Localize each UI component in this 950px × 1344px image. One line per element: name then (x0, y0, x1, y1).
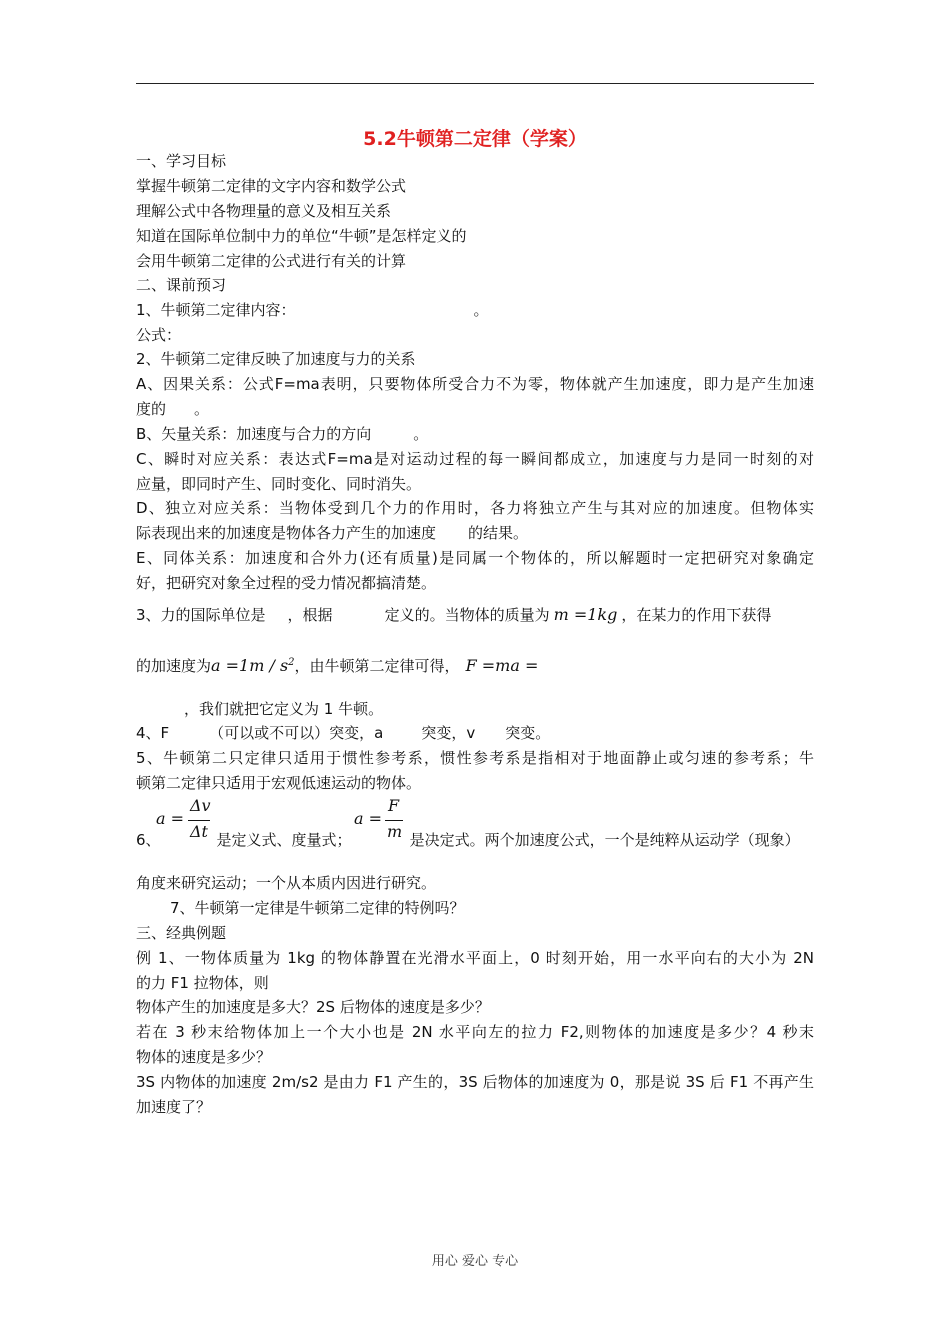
fraction-2-numerator: F (388, 796, 400, 815)
goal-item: 会用牛顿第二定律的公式进行有关的计算 (136, 252, 407, 270)
q3-unit-text: 3、力的国际单位是 (136, 606, 266, 624)
goal-item: 知道在国际单位制中力的单位“牛顿”是怎样定义的 (136, 227, 467, 245)
example-1-line2: 的力 F1 拉物体，则 (136, 974, 269, 992)
question-5-line2: 顿第二定律只适用于宏观低速运动的物体。 (136, 774, 422, 792)
header-rule (136, 83, 814, 84)
page-title: 5.2牛顿第二定律（学案） (363, 128, 587, 150)
relation-e-line2: 好，把研究对象全过程的受力情况都搞清楚。 (136, 574, 437, 592)
example-1-line7: 加速度了？ (136, 1098, 212, 1116)
q3-accel-formula: a =1m / s (211, 656, 289, 675)
question-1-end: 。 (473, 301, 489, 319)
question-7: 7、牛顿第一定律是牛顿第二定律的特例吗？ (170, 899, 465, 917)
q3-according: ，根据 (287, 606, 333, 624)
question-5-line1: 5、牛顿第二只定律只适用于惯性参考系，惯性参考系是指相对于地面静止或匀速的参考系；牛 (136, 749, 814, 767)
question-3-line1 (136, 604, 771, 626)
example-1-line6: 3S 内物体的加速度 2m/s2 是由力 F1 产生的，3S 后物体的加速度为 0，那是说 3S 后 F1 不再产生 (136, 1073, 814, 1091)
q3-continue: ，在某力的作用下获得 (621, 606, 772, 624)
q3-mass-formula: m =1kg (553, 605, 618, 624)
q4-f: 4、F (136, 724, 170, 742)
relation-a-end: 。 (194, 400, 210, 418)
question-2: 2、牛顿第二定律反映了加速度与力的关系 (136, 350, 416, 368)
fraction-1-denominator: Δt (190, 822, 208, 841)
question-1-text: 1、牛顿第二定律内容： (136, 301, 296, 319)
question-6-line2: 角度来研究运动；一个从本质内因进行研究。 (136, 874, 437, 892)
fraction-1-bar (188, 820, 210, 821)
relation-b (136, 423, 428, 445)
goal-item: 掌握牛顿第二定律的文字内容和数学公式 (136, 177, 407, 195)
section-heading-examples: 三、经典例题 (136, 924, 227, 942)
fraction-2-lhs: a = (354, 809, 383, 828)
q3-define-newton: ，我们就把它定义为 1 牛顿。 (184, 700, 384, 718)
relation-a-text: 度的 (136, 400, 167, 418)
fraction-1-numerator: Δv (190, 796, 211, 815)
q4-a: 突变，v (421, 724, 476, 742)
question-1 (136, 299, 489, 321)
question-6-line1 (136, 829, 800, 851)
q4-can: （可以或不可以）突变，a (209, 724, 384, 742)
section-heading-goals: 一、学习目标 (136, 152, 227, 170)
q3-accel-exponent: 2 (288, 657, 295, 668)
q4-v: 突变。 (505, 724, 551, 742)
relation-d-text: 际表现出来的加速度是物体各力产生的加速度 (136, 524, 437, 542)
q6-determination: 是决定式。两个加速度公式，一个是纯粹从运动学（现象） (409, 831, 800, 849)
relation-c-line2: 应量，即同时产生、同时变化、同时消失。 (136, 475, 422, 493)
relation-a-line1: A、因果关系：公式F=ma表明，只要物体所受合力不为零，物体就产生加速度，即力是产生加速 (136, 375, 814, 393)
relation-a-line2 (136, 398, 209, 420)
page-footer: 用心 爱心 专心 (431, 1254, 519, 1269)
example-1-line3: 物体产生的加速度是多大？2S 后物体的速度是多少？ (136, 998, 490, 1016)
q6-number: 6、 (136, 831, 161, 849)
q3-newton: ，由牛顿第二定律可得， (294, 657, 460, 675)
example-1-line4: 若在 3 秒末给物体加上一个大小也是 2N 水平向左的拉力 F2,则物体的加速度是多少？4 秒末 (136, 1023, 814, 1041)
formula-label: 公式： (136, 326, 182, 344)
relation-d-end: 的结果。 (468, 524, 529, 542)
relation-b-text: B、矢量关系：加速度与合力的方向 (136, 425, 372, 443)
example-1-line1: 例 1、一物体质量为 1kg 的物体静置在光滑水平面上，0 时刻开始，用一水平向右的大小为 2N (136, 949, 814, 967)
relation-b-end: 。 (413, 425, 429, 443)
example-1-line5: 物体的速度是多少？ (136, 1048, 272, 1066)
fraction-2-denominator: m (387, 822, 403, 841)
question-4 (136, 722, 550, 744)
relation-e-line1: E、同体关系：加速度和合外力(还有质量)是同属一个物体的，所以解题时一定把研究对象确定 (136, 549, 814, 567)
q3-force-formula: F =ma = (465, 656, 539, 675)
fraction-1-lhs: a = (156, 809, 185, 828)
fraction-2-bar (385, 820, 403, 821)
section-heading-preview: 二、课前预习 (136, 276, 227, 294)
goal-item: 理解公式中各物理量的意义及相互关系 (136, 202, 392, 220)
q3-defined: 定义的。当物体的质量为 (384, 606, 550, 624)
relation-d-line1: D、独立对应关系：当物体受到几个力的作用时，各力将独立产生与其对应的加速度。但物体实 (136, 499, 814, 517)
relation-d-line2 (136, 522, 528, 544)
q6-definition: 是定义式、度量式； (216, 831, 352, 849)
question-3-line3 (136, 698, 383, 720)
relation-c-line1: C、瞬时对应关系：表达式F=ma是对运动过程的每一瞬间都成立，加速度与力是同一时刻的对 (136, 450, 814, 468)
q3-accel-text: 的加速度为 (136, 657, 212, 675)
question-3-line2 (136, 652, 538, 677)
